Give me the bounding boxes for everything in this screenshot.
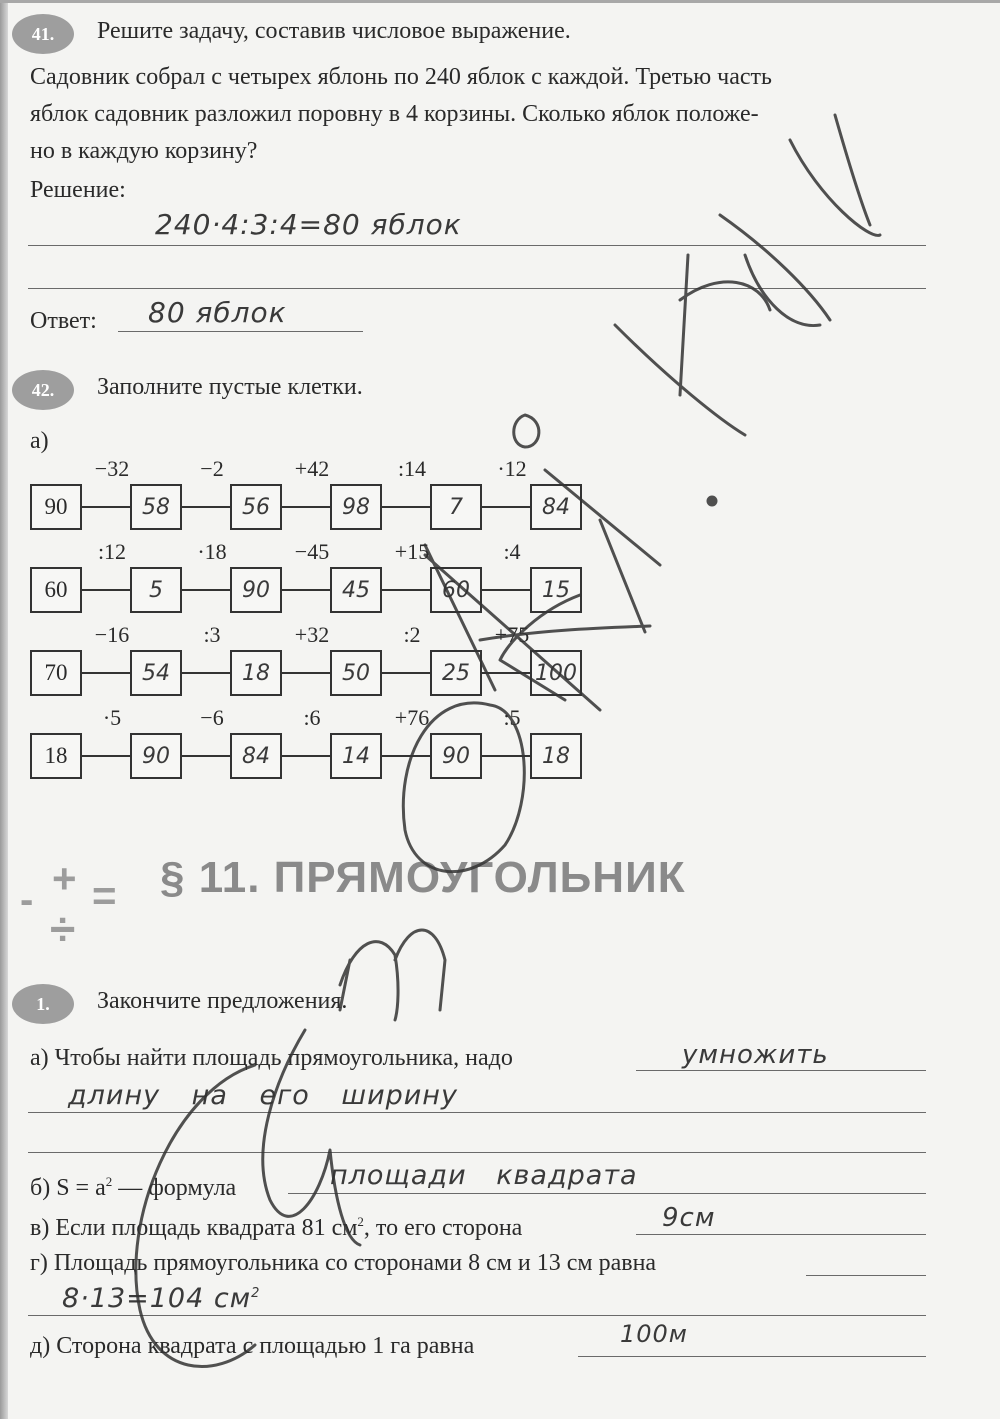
chain-operation: −6 — [200, 705, 224, 730]
item-d-line-2 — [28, 1315, 926, 1316]
answer-handwritten: 80 яблок — [148, 296, 287, 329]
item-c-text-pre: в) Если площадь квадрата 81 см — [30, 1215, 358, 1241]
plus-sign-icon: + — [52, 855, 77, 902]
item-e-handwritten: 100м — [620, 1320, 688, 1348]
chain-1-start-box: 90 — [30, 484, 82, 530]
chain-cell[interactable]: 100 — [530, 650, 582, 696]
chain-cell[interactable]: 84 — [530, 484, 582, 530]
item-b-text-post: — формула — [112, 1175, 237, 1201]
item-d-text: г) Площадь прямоугольника со сторонами 8 см и 13 см равна — [30, 1250, 657, 1276]
chain-operation: −2 — [200, 456, 224, 481]
chain-operation: ·18 — [197, 539, 227, 564]
page-top-edge — [0, 0, 1000, 3]
chain-cell[interactable]: 60 — [430, 567, 482, 613]
chain-operation: :6 — [303, 705, 321, 730]
item-e-line — [578, 1356, 926, 1357]
item-b-line — [288, 1193, 926, 1194]
chain-connector — [282, 672, 330, 674]
item-a-text: а) Чтобы найти площадь прямоугольника, надо — [30, 1045, 513, 1071]
item-c-handwritten: 9см — [662, 1203, 716, 1233]
item-c-sup: 2 — [357, 1214, 364, 1229]
chain-connector — [482, 589, 530, 591]
item-a-line-1 — [636, 1070, 926, 1071]
scribble-letter-t — [615, 325, 745, 435]
chain-connector — [182, 506, 230, 508]
chain-connector — [482, 672, 530, 674]
answer-label: Ответ: — [30, 308, 97, 334]
chain-operation: +75 — [494, 622, 530, 647]
chain-connector — [182, 755, 230, 757]
chain-connector — [182, 672, 230, 674]
scribble-letter-o-small — [514, 415, 539, 447]
scribble-letter-m — [340, 930, 445, 1020]
item-c-text — [30, 1203, 522, 1247]
scribble-letter-l — [720, 215, 830, 320]
chain-operation: :5 — [503, 705, 521, 730]
chain-cell[interactable]: 18 — [230, 650, 282, 696]
chain-cell[interactable]: 50 — [330, 650, 382, 696]
equals-sign-icon: = — [92, 872, 117, 919]
item-a-line-3 — [28, 1152, 926, 1153]
item-a-handwritten-2: длину на его ширину — [68, 1080, 458, 1111]
chain-cell[interactable]: 56 — [230, 484, 282, 530]
scribble-letter-soft-sign — [790, 115, 880, 235]
chain-connector — [382, 672, 430, 674]
item-a-line-2 — [28, 1112, 926, 1113]
chain-operation: +76 — [394, 705, 430, 730]
chain-operation: −16 — [94, 622, 130, 647]
section-title: § 11. ПРЯМОУГОЛЬНИК — [160, 853, 686, 902]
chain-connector — [382, 755, 430, 757]
item-b-sup: 2 — [105, 1174, 113, 1189]
chain-cell[interactable]: 5 — [130, 567, 182, 613]
task-42-badge — [12, 370, 74, 410]
task-42-title: Заполните пустые клетки. — [97, 374, 363, 400]
chain-cell[interactable]: 7 — [430, 484, 482, 530]
chain-cell[interactable]: 15 — [530, 567, 582, 613]
chain-cell[interactable]: 14 — [330, 733, 382, 779]
solution-line-1 — [28, 245, 926, 246]
chain-operation: :12 — [97, 539, 127, 564]
chain-connector — [82, 589, 130, 591]
chain-cell[interactable]: 90 — [130, 733, 182, 779]
chain-connector — [282, 506, 330, 508]
chain-operation: ·5 — [102, 705, 122, 730]
chain-3-start-box: 70 — [30, 650, 82, 696]
item-e-text: д) Сторона квадрата с площадью 1 га равна — [30, 1333, 475, 1359]
chain-2-start-box: 60 — [30, 567, 82, 613]
task-1-title: Закончите предложения. — [97, 988, 348, 1014]
chain-cell[interactable]: 90 — [430, 733, 482, 779]
task-1-badge — [12, 984, 74, 1024]
task-1-number: 1. — [36, 993, 50, 1014]
chain-cell[interactable]: 90 — [230, 567, 282, 613]
chain-cell[interactable]: 45 — [330, 567, 382, 613]
task-41-badge — [12, 14, 74, 54]
solution-line-2 — [28, 288, 926, 289]
solution-label: Решение: — [30, 177, 126, 203]
item-c-line — [636, 1234, 926, 1235]
chain-operation: +42 — [294, 456, 330, 481]
item-b-handwritten: площади квадрата — [330, 1160, 638, 1191]
task-41-text-line3: но в каждую корзину? — [30, 138, 258, 164]
chain-operation: +32 — [294, 622, 330, 647]
chain-operation: −32 — [94, 456, 130, 481]
chain-connector — [282, 755, 330, 757]
chain-connector — [482, 755, 530, 757]
solution-handwritten: 240·4:3:4=80 яблок — [155, 208, 462, 241]
page-left-edge — [0, 0, 8, 1419]
chain-operation: :4 — [503, 539, 521, 564]
chain-cell[interactable]: 25 — [430, 650, 482, 696]
item-b-text-pre: б) S = a — [30, 1175, 106, 1201]
chain-connector — [182, 589, 230, 591]
chain-connector — [82, 506, 130, 508]
item-a-handwritten-1: умножить — [682, 1040, 829, 1070]
scribble-letter-r — [680, 255, 770, 395]
task-42-number: 42. — [31, 379, 55, 400]
task-41-text-line1: Садовник собрал с четырех яблонь по 240 яблок с каждой. Третью часть — [30, 64, 772, 90]
part-a-label: а) — [30, 428, 49, 454]
chain-connector — [482, 506, 530, 508]
task-41-number: 41. — [31, 23, 55, 44]
chain-cell[interactable]: 84 — [230, 733, 282, 779]
item-d-handwritten-value: 8·13=104 см — [62, 1283, 252, 1314]
item-b-text — [30, 1163, 236, 1207]
chain-connector — [282, 589, 330, 591]
task-41-text-line2: яблок садовник разложил поровну в 4 корзины. Сколько яблок положе- — [30, 101, 759, 127]
item-d-handwritten-sup: 2 — [251, 1286, 261, 1301]
scribble-stroke-extra — [745, 255, 820, 326]
minus-sign-icon: - — [20, 878, 34, 922]
chain-operation: ·12 — [497, 456, 527, 481]
chain-4-start-box: 18 — [30, 733, 82, 779]
chain-cell[interactable]: 98 — [330, 484, 382, 530]
item-d-line-1 — [806, 1275, 926, 1276]
chain-connector — [82, 755, 130, 757]
chain-operation: :2 — [403, 622, 421, 647]
scribble-dot — [708, 497, 716, 505]
chain-connector — [382, 589, 430, 591]
chain-operation: :14 — [397, 456, 427, 481]
answer-line — [118, 331, 363, 332]
chain-operation: +15 — [394, 539, 430, 564]
chain-operation: :3 — [203, 622, 221, 647]
chain-connector — [382, 506, 430, 508]
chain-cell[interactable]: 58 — [130, 484, 182, 530]
chain-cell[interactable]: 18 — [530, 733, 582, 779]
division-sign-icon: ÷ — [50, 903, 76, 955]
item-d-handwritten — [62, 1283, 260, 1314]
item-c-text-post: , то его сторона — [363, 1215, 523, 1241]
chain-connector — [82, 672, 130, 674]
chain-operation: −45 — [294, 539, 330, 564]
task-41-title: Решите задачу, составив числовое выражение. — [97, 18, 571, 44]
chain-cell[interactable]: 54 — [130, 650, 182, 696]
